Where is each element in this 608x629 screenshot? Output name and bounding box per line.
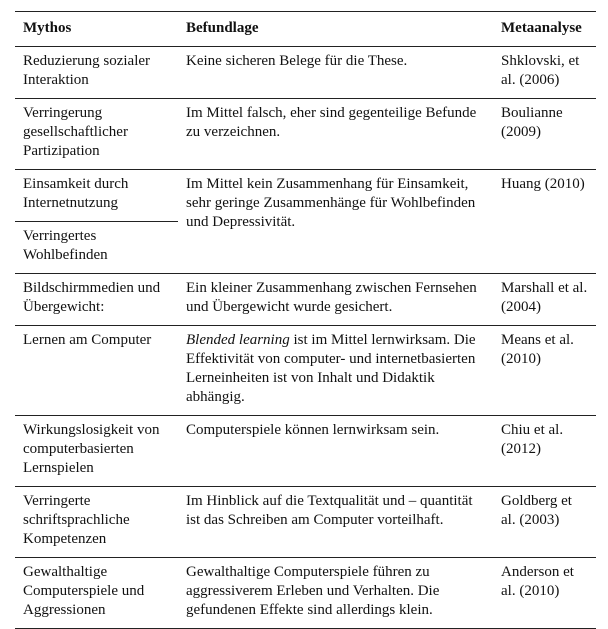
meta-cell: Huang (2010) bbox=[501, 176, 585, 192]
header-befundlage: Befundlage bbox=[186, 20, 259, 36]
befundlage-cell: Ein kleiner Zusammenhang zwischen Fernsehen und Übergewicht wurde gesichert. bbox=[186, 280, 477, 315]
befundlage-cell: Im Hinblick auf die Textqualität und – quantität ist das Schreiben am Computer vorteilhaft. bbox=[186, 493, 473, 528]
myths-table-container bbox=[15, 11, 596, 629]
befundlage-text: ist im Mittel lernwirksam. Die Effektivität von computer- und internetbasierten Lerneinheiten ist von Inhalt und Didaktik abhängig. bbox=[186, 332, 476, 405]
table-row bbox=[15, 47, 596, 99]
befundlage-cell: Keine sicheren Belege für die These. bbox=[186, 53, 408, 69]
befundlage-cell: Im Mittel kein Zusammenhang für Einsamkeit, sehr geringe Zusammenhänge für Wohlbefinden und Depressivität. bbox=[186, 176, 476, 230]
mythos-cell: Gewalthaltige Computerspiele und Aggressionen bbox=[23, 564, 145, 618]
mythos-cell: Einsamkeit durch Internetnutzung bbox=[15, 170, 178, 222]
table-row bbox=[15, 558, 596, 629]
mythos-cell: Verringertes Wohlbefinden bbox=[23, 228, 108, 263]
table-row bbox=[15, 274, 596, 326]
header-row bbox=[15, 12, 596, 47]
befundlage-emphasis: Blended learning bbox=[186, 332, 290, 348]
meta-cell: Shklovski, et al. (2006) bbox=[501, 53, 580, 88]
table-row bbox=[15, 326, 596, 416]
befundlage-cell bbox=[178, 326, 493, 416]
table-row bbox=[15, 487, 596, 558]
myths-table bbox=[15, 11, 596, 629]
meta-cell: Boulianne (2009) bbox=[501, 105, 563, 140]
header-metaanalyse: Metaanalyse bbox=[501, 20, 582, 36]
meta-cell: Means et al. (2010) bbox=[501, 332, 574, 367]
mythos-cell: Reduzierung sozialer Interaktion bbox=[23, 53, 151, 88]
mythos-cell: Wirkungslosigkeit von computerbasierten Lernspielen bbox=[23, 422, 160, 476]
meta-cell: Chiu et al. (2012) bbox=[501, 422, 564, 457]
header-mythos: Mythos bbox=[23, 20, 72, 36]
befundlage-cell: Computerspiele können lernwirksam sein. bbox=[186, 422, 440, 438]
mythos-cell: Bildschirmmedien und Übergewicht: bbox=[23, 280, 161, 315]
table-row bbox=[15, 170, 596, 274]
mythos-cell: Verringerte schriftsprachliche Kompetenzen bbox=[23, 493, 130, 547]
befundlage-cell: Im Mittel falsch, eher sind gegenteilige Befunde zu verzeichnen. bbox=[186, 105, 477, 140]
mythos-cell: Verringerung gesellschaftlicher Partizipation bbox=[23, 105, 128, 159]
mythos-split-cell bbox=[15, 170, 178, 274]
befundlage-cell: Gewalthaltige Computerspiele führen zu aggressiverem Erleben und Verhalten. Die gefundenen Effekte sind allerdings klein. bbox=[186, 564, 440, 618]
mythos-cell: Lernen am Computer bbox=[23, 332, 152, 348]
meta-cell: Marshall et al. (2004) bbox=[501, 280, 588, 315]
table-row bbox=[15, 416, 596, 487]
meta-cell: Goldberg et al. (2003) bbox=[501, 493, 572, 528]
meta-cell: Anderson et al. (2010) bbox=[501, 564, 574, 599]
table-row bbox=[15, 99, 596, 170]
